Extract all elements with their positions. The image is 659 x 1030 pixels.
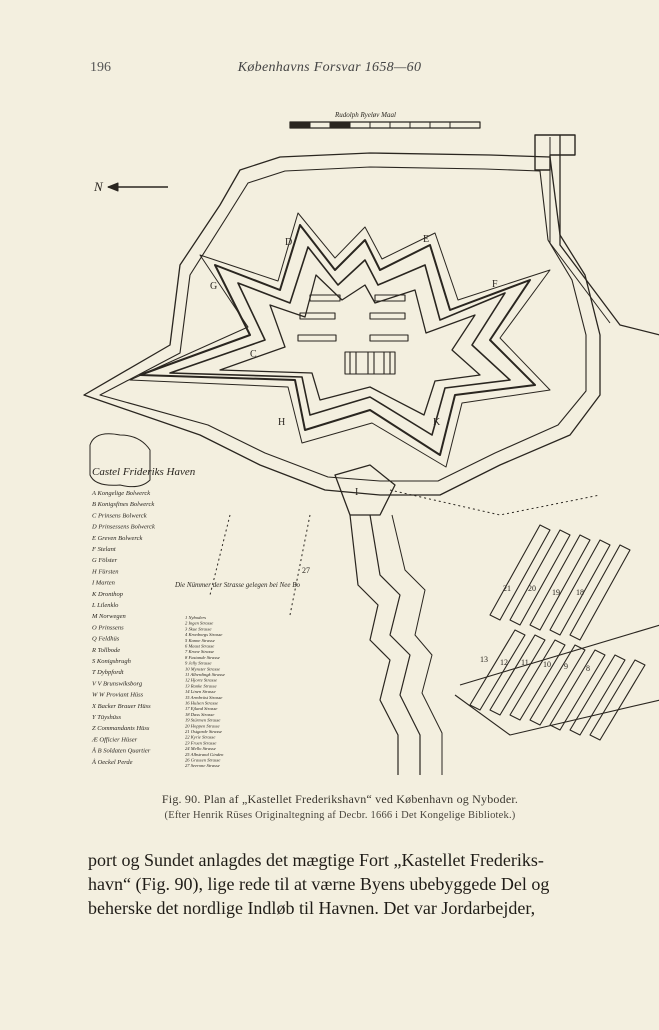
north-label: N xyxy=(94,179,103,194)
ravelin xyxy=(335,465,395,515)
running-head xyxy=(0,60,659,80)
legend-entry: Å B Soldaten Quartier xyxy=(92,747,151,755)
legend-entry: E Greven Bolwerck xyxy=(92,534,143,542)
street-number: 27 xyxy=(302,566,310,575)
street-list-entry: 12 Hjorte Strasse xyxy=(185,677,218,683)
figure-source-note: (Efter Henrik Rüses Originaltegning af Decbr. 1666 i Det Kongelige Bibliotek.) xyxy=(164,810,516,821)
nyboder-title: Die Nümmer der Strasse gelegen bei Nee Bo xyxy=(175,581,300,589)
body-line: port og Sundet anlagdes det mægtige Fort „Kastellet Frederiks- xyxy=(88,850,544,870)
page-number: 196 xyxy=(90,60,111,75)
bastion-letter: H xyxy=(278,417,286,428)
barracks xyxy=(298,295,408,374)
legend-entry: O Prinssens xyxy=(92,624,124,632)
legend-entry: X Backer Brauer Hüss xyxy=(92,702,151,710)
street-list-entry: 24 Mello Strasse xyxy=(185,746,216,752)
legend-title: Castel Frideriks Haven xyxy=(92,466,196,478)
legend-entry-list xyxy=(91,490,155,766)
legend-cartouche xyxy=(90,434,150,487)
street-list-entry: 3 Skue Strasse xyxy=(185,626,212,632)
street-list-entry: 20 Hoppen Strasse xyxy=(185,723,220,729)
street-list-entry: 9 Jelly Strasse xyxy=(185,660,212,666)
street-list-entry: 23 Fruen Strasse xyxy=(185,740,217,746)
street-list-entry: 16 Hulsen Strasse xyxy=(185,700,219,706)
street-list-entry: 15 Armbrüst Strasse xyxy=(185,694,223,700)
street-list-entry: 21 Ostgarde Strasse xyxy=(185,729,223,734)
legend-entry: D Prinsessens Bolwerck xyxy=(92,523,155,531)
legend-entry: M Norwegen xyxy=(92,613,126,621)
street-list-entry: 27 Seerone Strasse xyxy=(185,763,220,769)
gate-structure xyxy=(535,135,575,170)
legend-entry: T Dybpfordt xyxy=(92,669,124,677)
moat xyxy=(130,213,550,467)
nyboder-grid xyxy=(455,525,659,740)
street-number: 21 xyxy=(503,584,511,593)
street-list-entry: 8 Fastande Strasse xyxy=(185,654,220,660)
street-number: 18 xyxy=(576,588,584,597)
legend-entry: G Fölster xyxy=(92,557,118,565)
legend-entry: Z Commandants Hüss xyxy=(92,725,150,733)
street-list xyxy=(185,615,225,768)
parade-wall xyxy=(220,275,480,415)
street-list-entry: 13 Ranke Strasse xyxy=(185,683,217,689)
street-list-entry: 11 Alberdingk Strasse xyxy=(185,672,225,677)
legend-entry: S Konigsbrugh xyxy=(92,658,131,665)
legend-entry: B Konigsfines Bolwerck xyxy=(92,501,155,509)
legend-entry: Y Tüyshüss xyxy=(92,714,122,721)
scale-bar-label: Rudolph Ryeløv Maal xyxy=(335,111,396,119)
street-list-entry: 7 Krone Strasse xyxy=(185,649,215,655)
legend-entry: H Fürsten xyxy=(92,568,119,576)
legend-entry: V V Brunswiksborg xyxy=(92,680,143,688)
street-list-entry: 14 Linen Strasse xyxy=(185,689,216,695)
dotted-road xyxy=(210,490,600,615)
bastion-letter: D xyxy=(285,237,293,248)
street-list-entry: 17 Ejland Strasse xyxy=(185,706,218,712)
street-list-entry: 10 Mynster Strasse xyxy=(185,666,221,672)
lower-outwork xyxy=(370,515,420,775)
street-number: 19 xyxy=(552,588,560,597)
street-list-entry: 6 Maast Strasse xyxy=(185,643,215,649)
legend-entry: L Lilenklo xyxy=(92,602,119,609)
street-number: 12 xyxy=(500,658,508,667)
north-arrow xyxy=(108,183,168,191)
harbour-edge xyxy=(560,135,659,335)
street-list-entry: 4 Kronborgs Strasse xyxy=(185,632,223,638)
bastion-letter: E xyxy=(423,234,430,245)
bastion-letter-group xyxy=(210,234,498,498)
legend-entry: W W Proviant Hüss xyxy=(92,691,144,699)
street-number-group xyxy=(302,566,590,673)
bastion-letter: K xyxy=(433,417,441,428)
bastion-letter: G xyxy=(210,281,218,292)
legend-entry: Q Feldhüs xyxy=(92,635,120,643)
legend-entry: R Tollbode xyxy=(92,646,121,654)
bastion-letter: F xyxy=(492,279,498,290)
legend-entry: K Dronthop xyxy=(92,590,123,598)
legend-entry: Æ Officier Hüser xyxy=(92,736,138,744)
legend-entry: I Marten xyxy=(92,579,115,587)
legend-entry: C Prinsens Bolwerck xyxy=(92,512,147,520)
street-number: 8 xyxy=(586,664,590,673)
street-list-entry: 22 Kyrie Strasse xyxy=(185,734,216,740)
body-paragraph xyxy=(88,848,608,920)
glacis-outline xyxy=(84,153,600,495)
figure-caption: Fig. 90. Plan af „Kastellet Frederikshavn“ ved København og Nyboder. xyxy=(161,792,519,806)
fortress-plan-figure xyxy=(80,95,659,780)
running-title: Københavns Forsvar 1658—60 xyxy=(237,60,422,75)
street-number: 9 xyxy=(564,662,568,671)
body-line: beherske det nordlige Indløb til Havnen. Det var Jordarbejder, xyxy=(88,898,536,918)
street-list-entry: 18 Dass Strasse xyxy=(185,711,215,717)
street-number: 11 xyxy=(521,658,529,667)
scale-bar xyxy=(290,122,480,128)
street-list-entry: 2 Ingen Strasse xyxy=(185,620,214,626)
street-list-entry: 1 Nyboders xyxy=(185,615,207,620)
street-list-entry: 5 Kanne Strasse xyxy=(185,637,215,643)
legend-entry: A Kongelige Bolwerck xyxy=(92,490,151,497)
legend-entry: Å Oeckel Perde xyxy=(92,758,133,766)
bastion-letter: C xyxy=(250,349,257,360)
street-list-entry: 19 Stürmen Strasse xyxy=(185,717,221,723)
lower-outwork-inner xyxy=(350,515,398,775)
street-number: 13 xyxy=(480,655,488,664)
legend-entry: F Stelant xyxy=(92,546,116,553)
fortress-plan-drawing xyxy=(80,95,659,780)
body-line: havn“ (Fig. 90), lige rede til at værne Byens ubebyggede Del og xyxy=(88,874,550,894)
street-list-entry: 26 Grassen Strasse xyxy=(185,757,221,763)
street-list-entry: 25 Albstrand Ginden xyxy=(185,751,224,757)
street-number: 20 xyxy=(528,584,536,593)
bastion-letter: I xyxy=(355,487,359,498)
street-number: 10 xyxy=(543,660,551,669)
